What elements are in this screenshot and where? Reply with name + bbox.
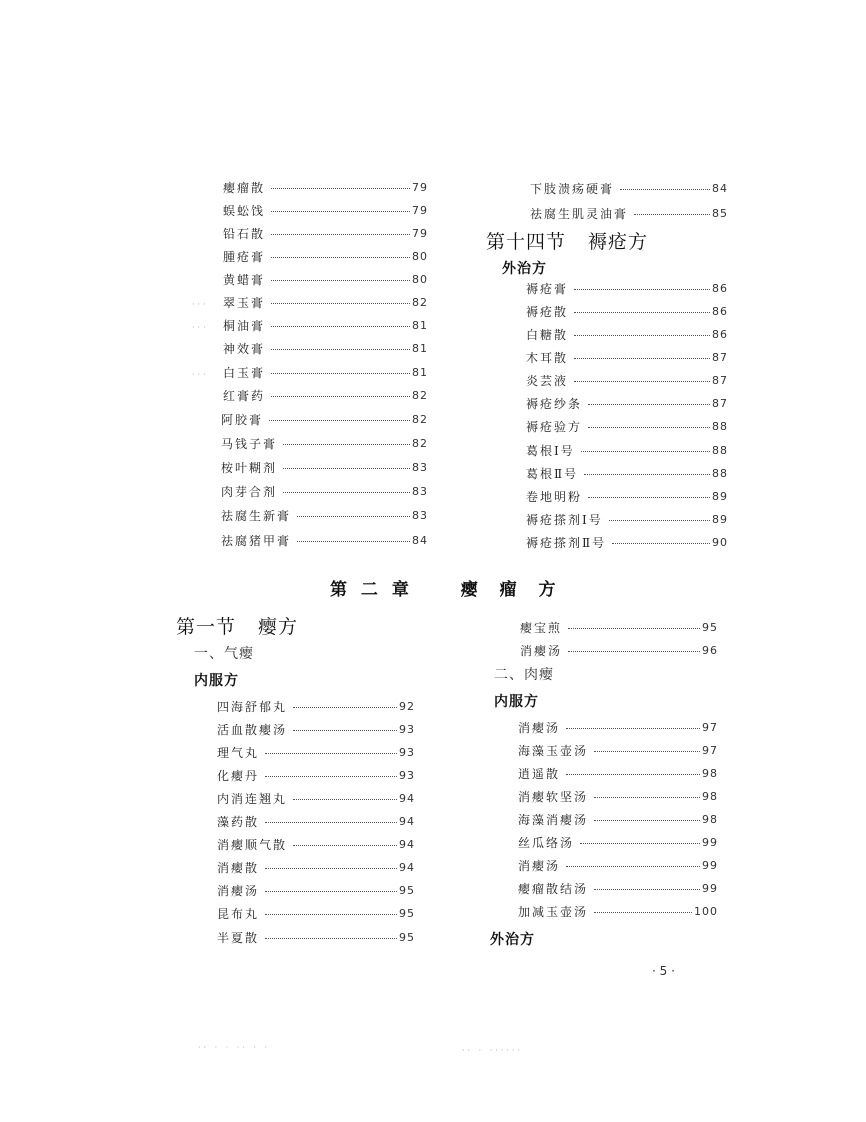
- leader-dots: [265, 822, 397, 823]
- toc-entry: 卷地明粉 89: [526, 489, 728, 504]
- toc-entry: 活血散瘿汤 93: [217, 722, 415, 737]
- scan-speck: ···: [192, 370, 209, 379]
- leader-dots: [574, 335, 710, 336]
- toc-entry: 加减玉壶汤 100: [518, 904, 718, 919]
- toc-entry: 褥疮验方 88: [526, 419, 728, 434]
- toc-entry: 祛腐生肌灵油膏 85: [530, 206, 728, 221]
- category-heading-external: 外治方: [502, 261, 547, 277]
- toc-entry: 消瘿散 94: [217, 860, 415, 875]
- toc-entry: 腫疮膏 80: [223, 249, 428, 264]
- leader-dots: [594, 797, 700, 798]
- toc-entry: 肉芽合剂 83: [221, 484, 428, 499]
- leader-dots: [594, 889, 700, 890]
- toc-entry: 逍遥散 98: [518, 766, 718, 781]
- toc-entry: 炎芸液 87: [526, 373, 728, 388]
- toc-entry: 下肢溃疡硬膏 84: [530, 181, 728, 196]
- leader-dots: [265, 914, 397, 915]
- subsection-heading-rou-ying: 二、肉瘿: [494, 667, 554, 683]
- leader-dots: [297, 541, 410, 542]
- leader-dots: [271, 257, 410, 258]
- leader-dots: [271, 396, 410, 397]
- toc-entry: 消瘿顺气散 94: [217, 837, 415, 852]
- toc-entry: 化瘿丹 93: [217, 768, 415, 783]
- toc-entry: 消瘿汤 96: [520, 643, 718, 658]
- leader-dots: [566, 866, 700, 867]
- leader-dots: [612, 543, 710, 544]
- toc-entry: 四海舒郁丸 92: [217, 699, 415, 714]
- leader-dots: [271, 349, 410, 350]
- toc-entry: 褥疮散 86: [526, 304, 728, 319]
- leader-dots: [271, 326, 410, 327]
- toc-entry: 消瘿汤 97: [518, 720, 718, 735]
- toc-entry: 内消连翘丸 94: [217, 791, 415, 806]
- page-number: · 5 ·: [652, 964, 675, 978]
- leader-dots: [271, 188, 410, 189]
- toc-entry: 瘿宝煎 95: [520, 620, 718, 635]
- leader-dots: [271, 211, 410, 212]
- toc-entry: 藻药散 94: [217, 814, 415, 829]
- leader-dots: [283, 492, 410, 493]
- toc-entry: 蜈蚣饯 79: [223, 203, 428, 218]
- category-heading-internal: 内服方: [194, 673, 239, 689]
- toc-entry: 白玉膏 81: [223, 365, 428, 380]
- leader-dots: [581, 451, 710, 452]
- leader-dots: [271, 234, 410, 235]
- leader-dots: [609, 520, 710, 521]
- scan-speck: ···: [192, 300, 209, 309]
- toc-entry: 半夏散 95: [217, 930, 415, 945]
- toc-entry: 褥疮搽剂Ⅰ号 89: [526, 512, 728, 527]
- leader-dots: [568, 628, 700, 629]
- leader-dots: [588, 404, 710, 405]
- leader-dots: [620, 189, 710, 190]
- toc-entry: 葛根Ⅰ号 88: [526, 443, 728, 458]
- leader-dots: [594, 820, 700, 821]
- leader-dots: [634, 214, 710, 215]
- toc-entry: 白糖散 86: [526, 327, 728, 342]
- toc-entry: 褥疮膏 86: [526, 281, 728, 296]
- category-heading-external: 外治方: [490, 932, 535, 948]
- leader-dots: [271, 280, 410, 281]
- toc-entry: 昆布丸 95: [217, 906, 415, 921]
- leader-dots: [293, 707, 397, 708]
- toc-entry: 马钱子膏 82: [221, 436, 428, 451]
- scan-speck: ···: [192, 323, 209, 332]
- section-heading-1: 第一节 瘿方: [176, 616, 299, 638]
- leader-dots: [297, 516, 410, 517]
- toc-entry: 瘿瘤散 79: [223, 180, 428, 195]
- leader-dots: [574, 381, 710, 382]
- category-heading-internal: 内服方: [494, 694, 539, 710]
- toc-entry: 消瘿汤 95: [217, 883, 415, 898]
- toc-entry: 褥疮搽剂Ⅱ号 90: [526, 535, 728, 550]
- toc-entry: 海藻消瘿汤 98: [518, 812, 718, 827]
- leader-dots: [283, 468, 410, 469]
- leader-dots: [566, 774, 700, 775]
- toc-entry: 消瘿汤 99: [518, 858, 718, 873]
- leader-dots: [584, 474, 710, 475]
- leader-dots: [265, 868, 397, 869]
- toc-entry: 桐油膏 81: [223, 318, 428, 333]
- toc-entry: 翠玉膏 82: [223, 295, 428, 310]
- leader-dots: [594, 751, 700, 752]
- scan-speck: ·· · · ·· · ·: [198, 1043, 271, 1052]
- leader-dots: [265, 891, 397, 892]
- leader-dots: [271, 303, 410, 304]
- toc-entry: 黄蜡膏 80: [223, 272, 428, 287]
- leader-dots: [265, 938, 397, 939]
- toc-entry: 葛根Ⅱ号 88: [526, 466, 728, 481]
- leader-dots: [574, 358, 710, 359]
- toc-entry: 祛腐生新膏 83: [221, 508, 428, 523]
- toc-entry: 消瘿软坚汤 98: [518, 789, 718, 804]
- scan-speck: ·· · ······: [462, 1046, 523, 1055]
- leader-dots: [580, 843, 700, 844]
- leader-dots: [293, 799, 397, 800]
- toc-entry: 祛腐猪甲膏 84: [221, 533, 428, 548]
- leader-dots: [568, 651, 700, 652]
- subsection-heading-qi-ying: 一、气瘿: [194, 646, 254, 662]
- leader-dots: [574, 312, 710, 313]
- toc-entry: 神效膏 81: [223, 341, 428, 356]
- toc-entry: 阿胶膏 82: [221, 412, 428, 427]
- toc-entry: 丝瓜络汤 99: [518, 835, 718, 850]
- leader-dots: [271, 373, 410, 374]
- toc-entry: 木耳散 87: [526, 350, 728, 365]
- leader-dots: [269, 420, 410, 421]
- toc-entry: 铅石散 79: [223, 226, 428, 241]
- leader-dots: [588, 497, 710, 498]
- leader-dots: [265, 753, 397, 754]
- leader-dots: [265, 776, 397, 777]
- leader-dots: [566, 728, 700, 729]
- toc-entry: 瘿瘤散结汤 99: [518, 881, 718, 896]
- toc-entry: 理气丸 93: [217, 745, 415, 760]
- toc-entry: 褥疮纱条 87: [526, 396, 728, 411]
- toc-entry: 桉叶糊剂 83: [221, 460, 428, 475]
- leader-dots: [574, 289, 710, 290]
- chapter-heading: 第 二 章 瘿 瘤 方: [330, 580, 564, 600]
- leader-dots: [293, 845, 397, 846]
- toc-entry: 海藻玉壶汤 97: [518, 743, 718, 758]
- leader-dots: [594, 912, 692, 913]
- leader-dots: [588, 427, 710, 428]
- leader-dots: [283, 444, 410, 445]
- toc-entry: 红膏药 82: [223, 388, 428, 403]
- leader-dots: [293, 730, 397, 731]
- section-heading-14: 第十四节 褥疮方: [486, 231, 649, 253]
